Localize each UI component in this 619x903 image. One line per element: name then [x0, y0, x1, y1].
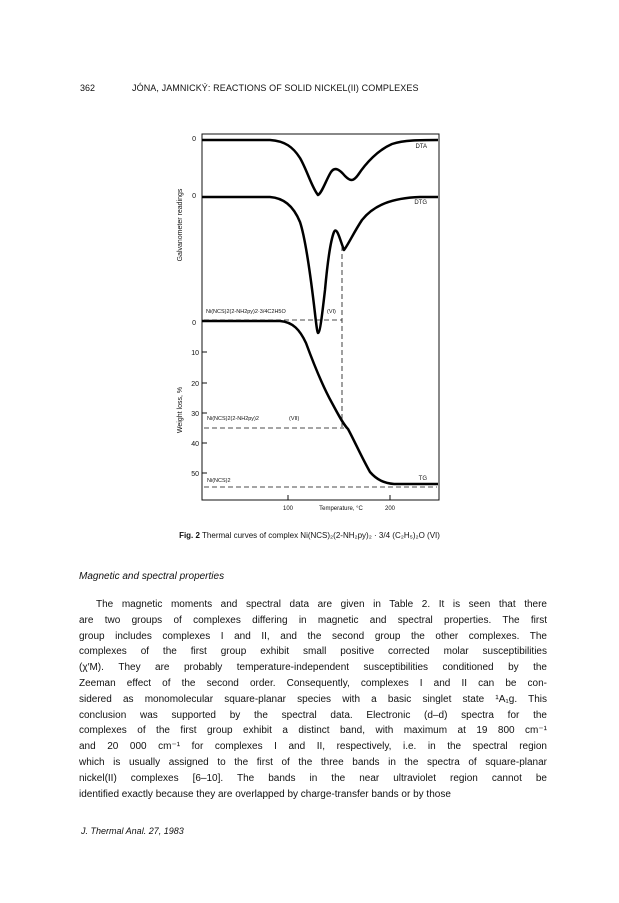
- running-title: JÓNA, JAMNICKÝ: REACTIONS OF SOLID NICKEL(II) COMPLEXES: [132, 83, 419, 93]
- tick-label: 20: [191, 381, 199, 388]
- tick-label: 30: [191, 411, 199, 418]
- compound-vii-label: Ni(NCS)2(2-NH2py)2: [207, 416, 259, 422]
- text-line: group includes complexes I and II, and the second group the other complexes. The: [79, 630, 547, 642]
- text-line: and 20 000 cm⁻¹ for complexes I and II, respectively, i.e. in the spectral region: [79, 741, 547, 753]
- dta-label: DTA: [415, 144, 427, 150]
- tg-label: TG: [418, 476, 427, 482]
- dta-zero-label: 0: [192, 136, 196, 143]
- figure-caption-text: Thermal curves of complex Ni(NCS)₂(2-NH₂py)₂ · 3/4 (C₂H₅)₂O (VI): [202, 531, 440, 540]
- text-line: sidered as monomolecular square-planar species with a basic singlet state ¹A₁g. This: [79, 693, 547, 705]
- text-line: complexes of the first group exhibit a distinct band, with maximum at 19 800 cm⁻¹: [79, 725, 547, 737]
- tick-label: 10: [191, 350, 199, 357]
- compound-vi-label: Ni(NCS)2(2-NH2py)2·3/4C2H5O: [206, 309, 286, 315]
- tg-curve: [202, 321, 438, 484]
- body-paragraph: [79, 597, 547, 802]
- compound-vi-number: (VI): [327, 309, 336, 315]
- tg-zero-label: 0: [192, 320, 196, 327]
- text-line: identified exactly because they are overlapped by charge-transfer bands or by those: [79, 788, 451, 800]
- dta-curve: [202, 140, 438, 195]
- figure-number: Fig. 2: [179, 531, 200, 540]
- text-line: conclusion was supported by the spectral data. Electronic (d–d) spectra for the: [79, 709, 547, 721]
- text-line: Zeeman effect of the second order. Consequently, complexes I and II can be con-: [79, 677, 547, 689]
- nincs-label: Ni(NCS)2: [207, 478, 231, 484]
- dashed-guides: [204, 246, 437, 487]
- section-title: Magnetic and spectral properties: [79, 571, 225, 582]
- text-line: nickel(II) complexes [6–10]. The bands in the near ultraviolet region cannot be: [79, 772, 547, 784]
- figure-caption: [0, 531, 619, 540]
- compound-vii-number: (VII): [289, 416, 300, 422]
- y-axis-label-top: Galvanometer readings: [177, 188, 184, 262]
- dtg-zero-label: 0: [192, 193, 196, 200]
- text-line: which is usually assigned to the first of the three bands in the spectra of square-planar: [79, 756, 547, 768]
- x-axis-label: Temperature, °C: [319, 506, 363, 512]
- text-line: complexes of the first group exhibit small positive corrected molar susceptibilities: [79, 646, 547, 658]
- tick-label: 50: [191, 471, 199, 478]
- x-tick-label: 100: [282, 506, 294, 512]
- y-axis-label-bottom: Weight loss, %: [177, 386, 184, 434]
- journal-footer: J. Thermal Anal. 27, 1983: [81, 826, 184, 836]
- x-tick-label: 200: [384, 506, 396, 512]
- text-line: are two groups of complexes differing in magnetic and spectral properties. The first: [79, 614, 547, 626]
- tick-label: 40: [191, 441, 199, 448]
- text-line: The magnetic moments and spectral data are given in Table 2. It is seen that there: [96, 599, 547, 610]
- dtg-label: DTG: [414, 200, 427, 206]
- text-line: (χ′M). They are probably temperature-independent susceptibilities conditioned by the: [79, 662, 547, 674]
- page-number: 362: [80, 83, 96, 93]
- weight-axis-ticks: [191, 350, 207, 478]
